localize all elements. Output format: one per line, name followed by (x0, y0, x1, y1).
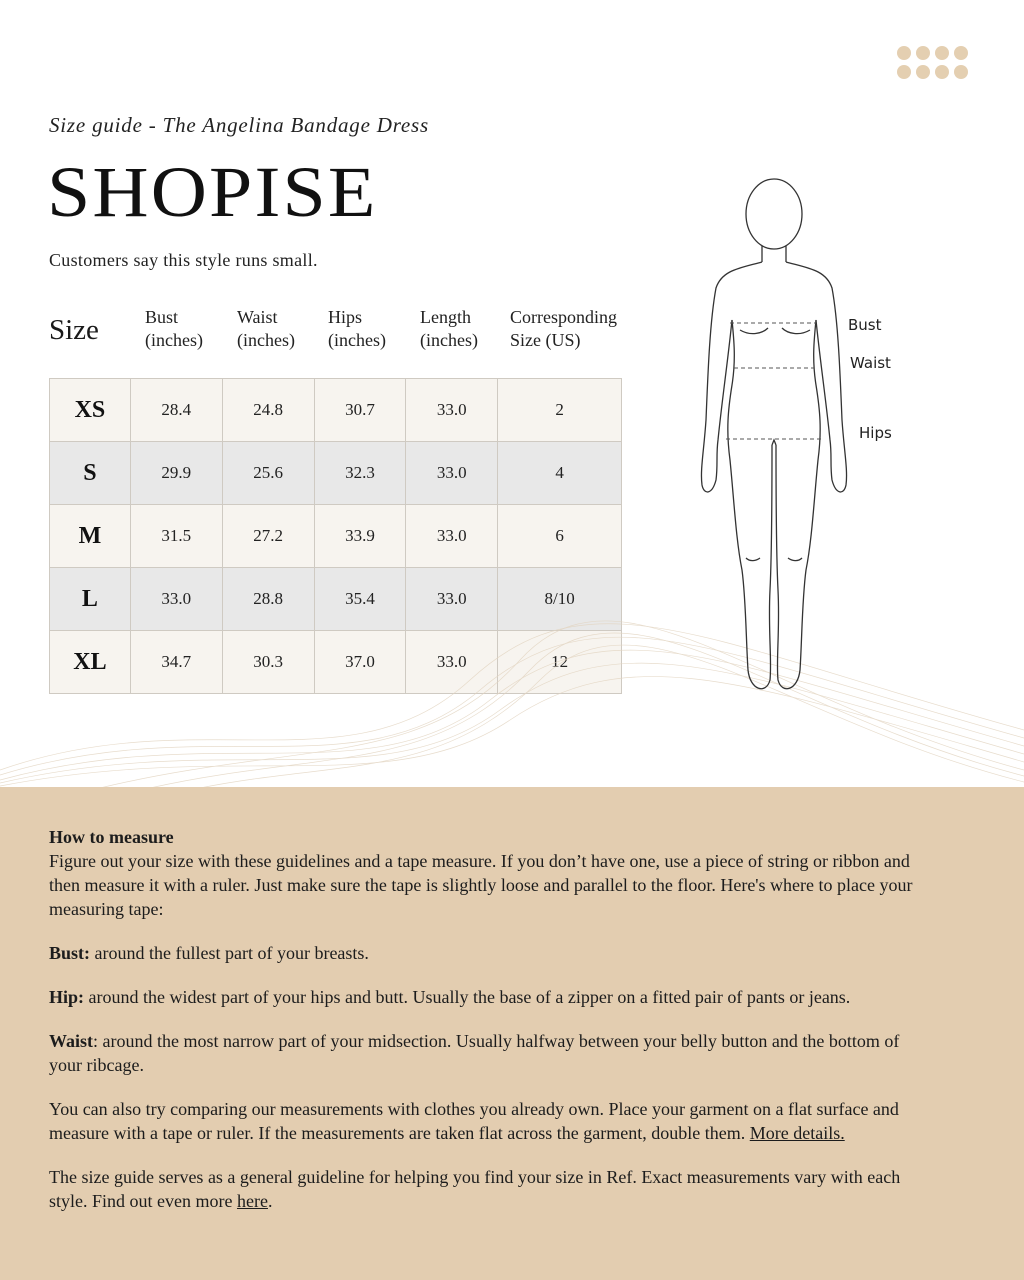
waist-cell: 28.8 (222, 568, 314, 631)
length-cell: 33.0 (406, 568, 498, 631)
size-cell: S (50, 442, 131, 505)
how-to-measure-title: How to measure (49, 827, 174, 847)
compare-paragraph: You can also try comparing our measurements with clothes you already own. Place your garment on a flat surface and measure with a tape or ruler. If the measurements are taken flat across the garment, double them. More details. (49, 1099, 899, 1143)
fit-note: Customers say this style runs small. (49, 250, 318, 270)
bust-cell: 31.5 (130, 505, 222, 568)
us-size-cell: 4 (498, 442, 622, 505)
brand-logo: SHOPISE (47, 152, 378, 232)
intro-text: Figure out your size with these guidelines and a tape measure. If you don’t have one, use a piece of string or ribbon and then measure it with a ruler. Just make sure the tape is slightly loose and parallel to the floor. Here's where to place your measuring tape: (49, 851, 913, 919)
body-measurement-figure (690, 170, 900, 710)
here-link[interactable]: here (236, 1191, 268, 1211)
decorative-dots (897, 46, 971, 79)
us-size-column-header: Corresponding Size (US) (510, 307, 617, 350)
hips-cell: 32.3 (314, 442, 406, 505)
waist-cell: 30.3 (222, 631, 314, 694)
waist-label: Waist (850, 354, 891, 372)
us-size-cell: 2 (498, 379, 622, 442)
us-size-cell: 8/10 (498, 568, 622, 631)
page-subtitle: Size guide - The Angelina Bandage Dress (49, 113, 429, 137)
hips-label: Hips (859, 424, 892, 442)
us-size-cell: 12 (498, 631, 622, 694)
table-row (50, 505, 622, 568)
bust-column-header: Bust (inches) (145, 307, 203, 350)
size-cell: M (50, 505, 131, 568)
closing-paragraph: The size guide serves as a general guideline for helping you find your size in Ref. Exact measurements vary with each style. Find out even more here. (49, 1167, 901, 1211)
bust-cell: 28.4 (130, 379, 222, 442)
length-cell: 33.0 (406, 379, 498, 442)
waist-cell: 24.8 (222, 379, 314, 442)
length-cell: 33.0 (406, 505, 498, 568)
hips-cell: 35.4 (314, 568, 406, 631)
waist-column-header: Waist (inches) (237, 307, 295, 350)
table-row (50, 379, 622, 442)
bust-cell: 33.0 (130, 568, 222, 631)
size-cell: XS (50, 379, 131, 442)
hips-cell: 30.7 (314, 379, 406, 442)
bust-cell: 34.7 (130, 631, 222, 694)
hips-column-header: Hips (inches) (328, 307, 386, 350)
table-header (49, 306, 629, 366)
length-cell: 33.0 (406, 631, 498, 694)
bust-instruction: Bust: around the fullest part of your breasts. (49, 943, 369, 963)
hips-cell: 33.9 (314, 505, 406, 568)
how-to-measure-section (0, 787, 1024, 1280)
size-column-header: Size (49, 314, 99, 346)
hips-cell: 37.0 (314, 631, 406, 694)
intro-paragraph (49, 825, 921, 921)
more-details-link[interactable]: More details. (749, 1123, 845, 1143)
table-row (50, 442, 622, 505)
size-cell: L (50, 568, 131, 631)
waist-cell: 25.6 (222, 442, 314, 505)
size-cell: XL (50, 631, 131, 694)
bust-label: Bust (848, 316, 882, 334)
hip-instruction: Hip: around the widest part of your hips and butt. Usually the base of a zipper on a fitted pair of pants or jeans. (49, 987, 851, 1007)
waist-cell: 27.2 (222, 505, 314, 568)
bust-cell: 29.9 (130, 442, 222, 505)
length-cell: 33.0 (406, 442, 498, 505)
length-column-header: Length (inches) (420, 307, 478, 350)
waist-instruction: Waist: around the most narrow part of your midsection. Usually halfway between your belly button and the bottom of your ribcage. (49, 1031, 900, 1075)
us-size-cell: 6 (498, 505, 622, 568)
